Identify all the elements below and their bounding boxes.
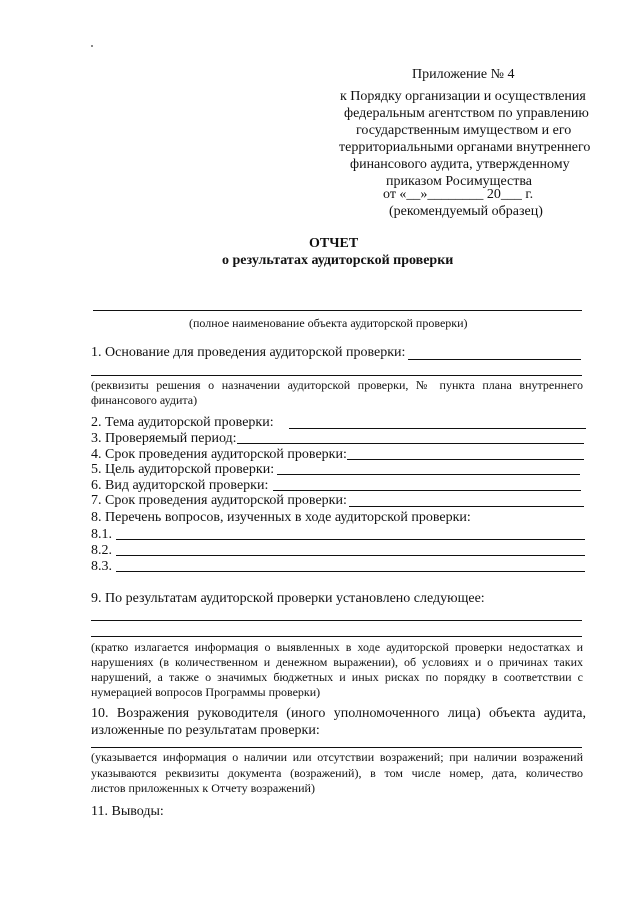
item-8-2-fill-line	[116, 555, 585, 556]
item-3-fill-line	[237, 443, 584, 444]
order-line-5: финансового аудита, утвержденному	[350, 157, 570, 172]
item-8-1-label: 8.1.	[91, 527, 112, 542]
scan-speck	[91, 45, 93, 47]
appendix-number: Приложение № 4	[412, 67, 515, 82]
order-line-2: федеральным агентством по управлению	[344, 106, 589, 121]
item-8-label: 8. Перечень вопросов, изученных в ходе аудиторской проверки:	[91, 510, 471, 525]
object-name-line	[93, 310, 582, 311]
item-4-fill-line	[347, 459, 584, 460]
item-1-fill-line	[408, 359, 581, 360]
item-9-caption-line-4: нумерацией вопросов Программы проверки)	[91, 685, 321, 699]
object-name-caption: (полное наименование объекта аудиторской проверки)	[189, 316, 468, 330]
item-10-line	[91, 747, 582, 748]
item-10-caption-line-1: (указывается информация о наличии или отсутствии возражений; при наличии возражений	[91, 750, 583, 764]
item-10-label-line-1: 10. Возражения руководителя (иного уполномоченного лица) объекта аудита,	[91, 706, 586, 721]
item-1-detail-line	[91, 375, 582, 376]
order-line-4: территориальными органами внутреннего	[339, 140, 591, 155]
item-9-caption-line-3: нарушений, а также о значимых бюджетных и иных рисках по порядку в соответствии с	[91, 670, 583, 684]
item-10-label-line-2: изложенные по результатам проверки:	[91, 723, 320, 738]
item-9-caption-line-2: нарушениях (в количественном и денежном выражении), об условиях и о причинах таких	[91, 655, 583, 669]
item-1-label: 1. Основание для проведения аудиторской проверки:	[91, 345, 406, 360]
item-9-label: 9. По результатам аудиторской проверки установлено следующее:	[91, 591, 485, 606]
order-line-1: к Порядку организации и осуществления	[340, 89, 586, 104]
item-8-2-label: 8.2.	[91, 543, 112, 558]
order-line-3: государственным имуществом и его	[356, 123, 572, 138]
item-7-fill-line	[349, 506, 584, 507]
item-2-fill-line	[289, 428, 586, 429]
item-5-fill-line	[277, 474, 580, 475]
order-date-line: от «__»________ 20___ г.	[383, 187, 534, 202]
document-title: ОТЧЕТ	[309, 236, 359, 251]
item-8-3-fill-line	[116, 571, 585, 572]
item-6-fill-line	[273, 490, 581, 491]
item-2-label: 2. Тема аудиторской проверки:	[91, 415, 274, 430]
document-subtitle: о результатах аудиторской проверки	[222, 253, 454, 268]
item-6-label: 6. Вид аудиторской проверки:	[91, 478, 269, 493]
item-8-1-fill-line	[116, 539, 585, 540]
item-11-label: 11. Выводы:	[91, 804, 164, 819]
sample-note: (рекомендуемый образец)	[389, 204, 543, 219]
item-9-line-1	[91, 620, 582, 621]
item-4-label: 4. Срок проведения аудиторской проверки:	[91, 447, 347, 462]
item-1-caption-line-2: финансового аудита)	[91, 393, 198, 407]
item-1-caption-line-1: (реквизиты решения о назначении аудиторской проверки, № пункта плана внутреннего	[91, 378, 583, 392]
item-9-caption-line-1: (кратко излагается информация о выявленных в ходе аудиторской проверки недостатках и	[91, 640, 583, 654]
item-10-caption-line-2: указываются реквизиты документа (возражений), в том числе номер, дата, количество	[91, 766, 583, 780]
item-5-label: 5. Цель аудиторской проверки:	[91, 462, 275, 477]
item-10-caption-line-3: листов приложенных к Отчету возражений)	[91, 781, 315, 795]
item-7-label: 7. Срок проведения аудиторской проверки:	[91, 493, 347, 508]
item-9-line-2	[91, 636, 582, 637]
item-3-label: 3. Проверяемый период:	[91, 431, 237, 446]
order-line-6: приказом Росимущества	[386, 174, 532, 189]
item-8-3-label: 8.3.	[91, 559, 112, 574]
